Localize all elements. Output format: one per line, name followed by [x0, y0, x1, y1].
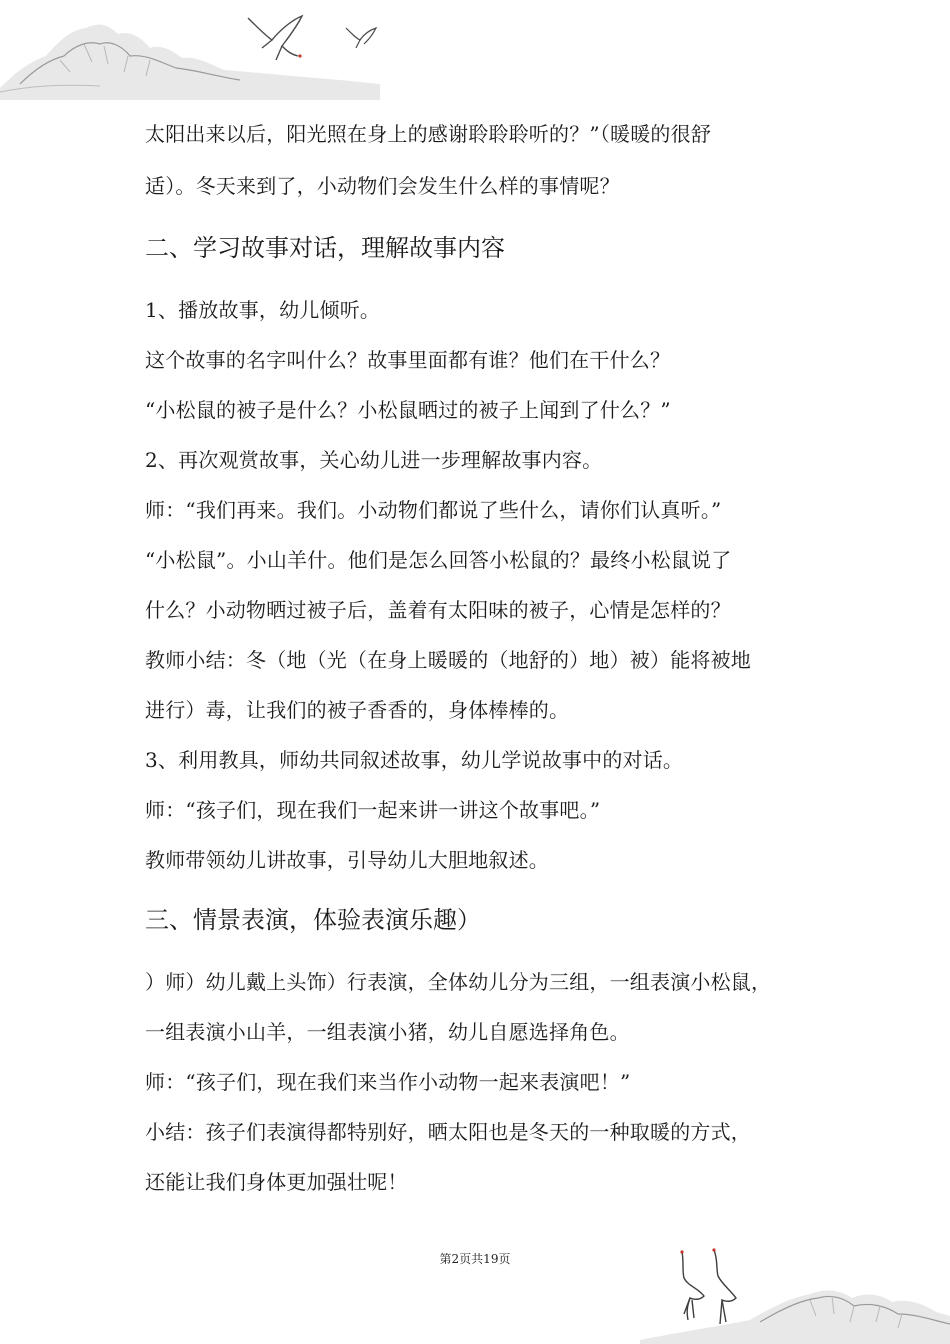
section-heading: 三、情景表演，体验表演乐趣） [145, 906, 481, 934]
crane-icon [712, 1248, 736, 1324]
mountain-crane-decoration-top [0, 0, 380, 100]
paragraph-line: 师：“孩子们，现在我们来当作小动物一起来表演吧！” [145, 1070, 631, 1094]
paragraph-line: 一组表演小山羊，一组表演小猪，幼儿自愿选择角色。 [145, 1020, 630, 1044]
paragraph-line: 太阳出来以后，阳光照在身上的感谢聆聆聆听的？”（暖暖的很舒 [145, 122, 712, 146]
paragraph-line: 教师带领幼儿讲故事，引导幼儿大胆地叙述。 [145, 848, 549, 872]
crane-icon [248, 16, 302, 60]
paragraph-line: 2、再次观赏故事，关心幼儿进一步理解故事内容。 [145, 448, 603, 472]
paragraph-line: 进行）毒，让我们的被子香香的，身体棒棒的。 [145, 698, 570, 722]
paragraph-line: “小松鼠的被子是什么？小松鼠晒过的被子上闻到了什么？” [145, 398, 671, 422]
page-number: 第2页共19页 [439, 1252, 511, 1266]
paragraph-line: 师：“我们再来。我们。小动物们都说了些什么，请你们认真听。” [145, 498, 722, 522]
paragraph-line: 教师小结：冬（地（光（在身上暖暖的（地舒的）地）被）能将被地 [145, 648, 751, 672]
section-heading: 二、学习故事对话，理解故事内容 [145, 234, 505, 262]
paragraph-line: “小松鼠”。小山羊什。他们是怎么回答小松鼠的？最终小松鼠说了 [145, 548, 732, 572]
paragraph-line: 3、利用教具，师幼共同叙述故事，幼儿学说故事中的对话。 [145, 748, 684, 772]
paragraph-line: 适）。冬天来到了，小动物们会发生什么样的事情呢？ [145, 174, 620, 198]
crane-icon [346, 28, 376, 48]
paragraph-line: 师：“孩子们，现在我们一起来讲一讲这个故事吧。” [145, 798, 601, 822]
paragraph-line: 什么？小动物晒过被子后，盖着有太阳味的被子，心情是怎样的？ [145, 598, 731, 622]
crane-icon [680, 1250, 704, 1320]
paragraph-line: ）师）幼儿戴上头饰）行表演，全体幼儿分为三组，一组表演小松鼠， [145, 970, 772, 994]
mountain-crane-decoration-bottom [640, 1248, 950, 1344]
paragraph-line: 1、播放故事，幼儿倾听。 [145, 298, 381, 322]
paragraph-line: 还能让我们身体更加强壮呢！ [145, 1170, 408, 1194]
paragraph-line: 这个故事的名字叫什么？故事里面都有谁？他们在干什么？ [145, 348, 671, 372]
paragraph-line: 小结：孩子们表演得都特别好，晒太阳也是冬天的一种取暖的方式， [145, 1120, 751, 1144]
